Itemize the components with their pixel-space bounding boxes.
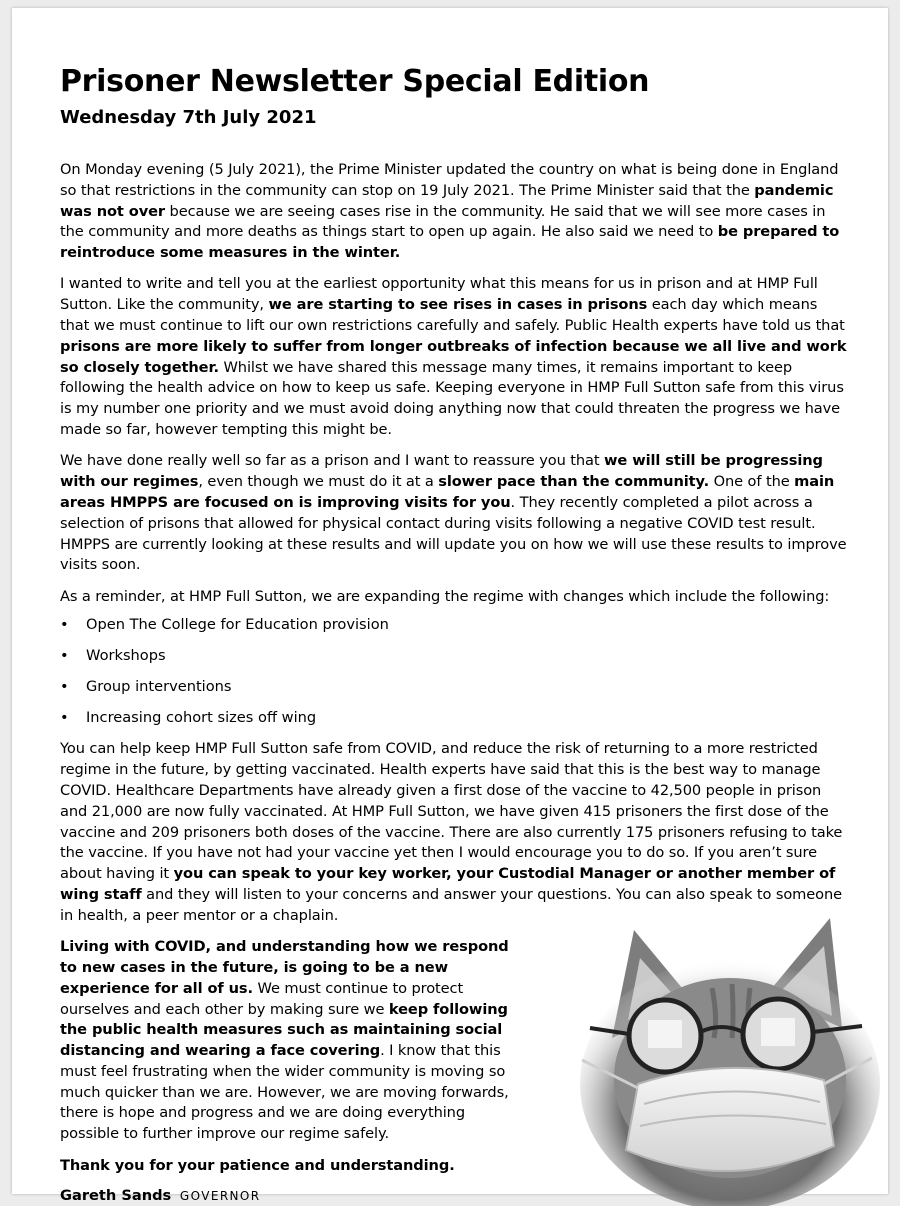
paragraph-thank-you: [60, 1156, 520, 1177]
body-text: We must continue to protect ourselves and each other by making sure we: [60, 979, 464, 1018]
list-item-text: Group interventions: [86, 678, 232, 696]
emphasis-text: Living with COVID, and understanding how we respond to new cases in the future, is going to be a new experience for all of us.: [60, 938, 509, 997]
body-text: I wanted to write and tell you at the earliest opportunity what this means for us in prison and at HMP Full Sutton. Like the community,: [60, 275, 818, 314]
emphasis-text: slower pace than the community.: [438, 473, 710, 491]
newsletter-title: Prisoner Newsletter Special Edition: [60, 64, 650, 99]
bullet-marker: •: [60, 709, 69, 727]
emphasis-text: main areas HMPPS are focused on is improving visits for you: [60, 473, 835, 511]
paragraph-regime-reminder: [60, 587, 850, 608]
body-text: each day which means that we must continue to lift our own restrictions carefully and safely. Public Health experts have told us that: [60, 296, 845, 335]
paragraph-living-with-covid: [60, 937, 520, 1145]
paragraph-regime-progress: [60, 451, 850, 576]
body-text: On Monday evening (5 July 2021), the Prime Minister updated the country on what is being done in England so that restrictions in the community can stop on 19 July 2021. The Prime Minister said that the: [60, 161, 839, 199]
bullet-marker: •: [60, 616, 69, 634]
newsletter-page: [12, 8, 888, 1205]
emphasis-text: pandemic was not over: [60, 181, 834, 220]
body-text: Whilst we have shared this message many times, it remains important to keep following the health advice on how to keep us safe. Keeping everyone in HMP Full Sutton safe from this virus is my number one priority and we must avoid doing anything now that could threaten the progress we have made so far, however tempting this might be.: [60, 358, 844, 439]
list-item: [60, 708, 850, 739]
list-item-text: Workshops: [86, 647, 166, 665]
list-item: [60, 646, 850, 677]
newsletter-date: Wednesday 7th July 2021: [60, 107, 317, 128]
emphasis-text: be prepared to reintroduce some measures in the winter.: [60, 223, 840, 262]
paragraph-prison-cases: [60, 274, 850, 440]
emphasis-text: keep following the public health measures such as maintaining social distancing and wearing a face covering: [60, 1000, 508, 1060]
signature-title: GOVERNOR: [179, 1189, 261, 1204]
bullet-marker: •: [60, 678, 69, 696]
body-text: and they will listen to your concerns and answer your questions. You can also speak to someone in health, a peer mentor or a chaplain.: [60, 886, 843, 924]
body-text: We have done really well so far as a prison and I want to reassure you that: [60, 452, 605, 470]
list-item-text: Increasing cohort sizes off wing: [86, 709, 317, 727]
list-item: [60, 615, 850, 646]
list-item: [60, 677, 850, 708]
list-item-text: Open The College for Education provision: [86, 616, 389, 634]
regime-changes-list: [60, 615, 850, 739]
body-text: As a reminder, at HMP Full Sutton, we are expanding the regime with changes which include the following:: [60, 587, 830, 605]
paragraph-pm-update: [60, 160, 850, 264]
body-text: . I know that this must feel frustrating when the wider community is moving so much quicker than we are. However, we are moving forwards, there is hope and progress and we are doing everything possible to further improve our regime safely.: [60, 1042, 509, 1143]
body-text: because we are seeing cases rise in the community. He said that we will see more cases in the community and more deaths as things start to open up again. He also said we need to: [60, 202, 826, 241]
body-text: . They recently completed a pilot across a selection of prisons that allowed for physical contact during visits following a negative COVID test result. HMPPS are currently looking at these results and will update you on how we will use these results to improve visits soon.: [60, 493, 847, 574]
body-text: , even though we must do it at a: [198, 473, 439, 491]
emphasis-text: you can speak to your key worker, your Custodial Manager or another member of wing staff: [60, 865, 836, 904]
signature-name: Gareth Sands: [60, 1187, 172, 1205]
emphasis-text: we are starting to see rises in cases in prisons: [268, 296, 648, 314]
cat-with-mask-and-glasses-icon: [542, 888, 888, 1194]
bullet-marker: •: [60, 647, 69, 665]
emphasis-text: Thank you for your patience and understanding.: [60, 1156, 455, 1174]
emphasis-text: prisons are more likely to suffer from longer outbreaks of infection because we all live and work so closely together.: [60, 337, 847, 376]
body-text: You can help keep HMP Full Sutton safe from COVID, and reduce the risk of returning to a more restricted regime in the future, by getting vaccinated. Health experts have said that this is the best way to manage COVID. Healthcare Departments have already given a first dose of the vaccine to 42,500 people in prison and 21,000 are now fully vaccinated. At HMP Full Sutton, we have given 415 prisoners the first dose of the vaccine and 209 prisoners both doses of the vaccine. There are also currently 175 prisoners refusing to take the vaccine. If you have not had your vaccine yet then I would encourage you to do so. If you aren’t sure about having it: [60, 740, 843, 883]
emphasis-text: we will still be progressing with our regimes: [60, 452, 823, 491]
body-text: One of the: [709, 473, 795, 491]
